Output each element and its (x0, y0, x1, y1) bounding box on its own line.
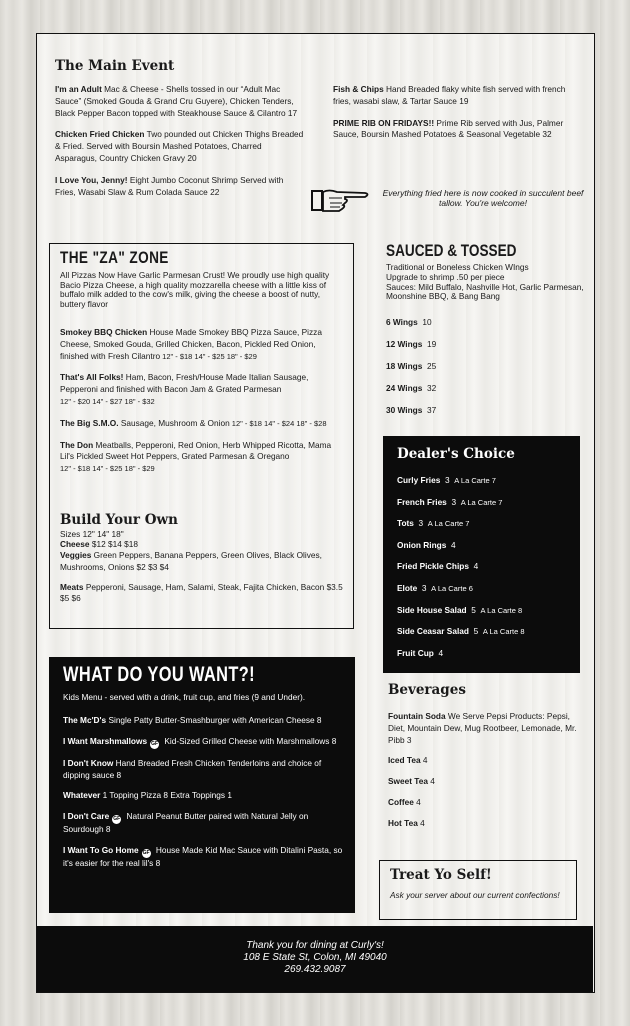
menu-item (63, 736, 345, 749)
kids-menu-section (49, 657, 355, 913)
sauced-line: Sauces: Mild Buffalo, Nashville Hot, Garlic Parmesan, Moonshine BBQ, & Bang Bang (386, 281, 584, 302)
item-desc: 4 (413, 796, 421, 807)
list-item (397, 583, 577, 605)
list-item (386, 383, 586, 405)
item-name: The Big S.M.O. (60, 417, 119, 428)
item-prices: 12" - $18 14" - $24 18" - $28 (229, 418, 327, 428)
item-name: Smokey BBQ Chicken (60, 327, 148, 337)
main-event-left-column (55, 84, 305, 208)
item-price: 4 (450, 539, 456, 550)
item-price: 3 (444, 475, 450, 485)
item-name: Side Ceasar Salad (397, 626, 469, 637)
build-your-own-title: Build Your Own (60, 512, 178, 528)
item-desc: Kid-Sized Grilled Cheese with Marshmallows 8 (162, 735, 337, 746)
beverages-title: Beverages (388, 682, 466, 698)
item-desc: 4 (420, 755, 428, 766)
gluten-free-icon: GF (151, 740, 159, 747)
item-price: 3 (421, 582, 427, 593)
menu-item (388, 776, 583, 788)
item-price: 4 (473, 561, 479, 572)
item-name: I Don't Care (63, 811, 110, 822)
list-item (397, 626, 577, 648)
menu-item (388, 797, 583, 809)
menu-item (60, 418, 345, 430)
item-price: 25 (426, 361, 437, 371)
gluten-free-icon: GF (113, 816, 121, 823)
item-price: 3 (451, 496, 457, 507)
item-name: Coffee (388, 796, 414, 807)
item-price: 37 (426, 405, 437, 415)
item-price: 5 (471, 604, 476, 615)
sides-list (397, 475, 577, 669)
list-item (397, 540, 577, 562)
item-desc: Pepperoni, Sausage, Ham, Salami, Steak, Fajita Chicken, Bacon $3.5 $5 $6 (60, 581, 343, 604)
item-extra: A La Carte 6 (431, 583, 473, 593)
treat-title: Treat Yo Self! (390, 867, 492, 883)
tallow-note: Everything fried here is now cooked in succulent beef tallow. You're welcome! (382, 188, 584, 208)
item-price: 4 (438, 647, 444, 658)
menu-item (333, 118, 583, 142)
treat-text: Ask your server about our current confections! (390, 890, 560, 900)
item-name: The Mc'D's (63, 715, 107, 725)
menu-item (63, 790, 345, 802)
item-name: Iced Tea (388, 755, 421, 766)
build-options (60, 550, 350, 613)
item-name: 30 Wings (386, 405, 423, 415)
item-name: Onion Rings (397, 539, 447, 550)
item-desc: Hand Breaded Fresh Chicken Tenderloins and choice of dipping sauce 8 (63, 757, 322, 780)
list-item (397, 648, 577, 670)
item-desc: Ham, Bacon, Fresh/House Made Italian Sausage, Pepperoni and finished with Bacon Jam & Grated Parmesan (60, 372, 309, 395)
item-name: Sweet Tea (388, 776, 428, 787)
item-name: 6 Wings (386, 317, 418, 327)
list-item (386, 405, 586, 427)
kids-menu-title: WHAT DO YOU WANT?! (63, 663, 256, 686)
treat-yo-self-section (379, 860, 577, 920)
item-name: I Want To Go Home (63, 844, 139, 855)
item-desc: Green Peppers, Banana Peppers, Green Olives, Black Olives, Mushrooms, Onions $2 $3 $4 (60, 550, 322, 572)
item-name: I'm an Adult (55, 84, 102, 94)
item-name: Tots (397, 518, 414, 529)
item-desc: Natural Peanut Butter paired with Natural Jelly on Sourdough 8 (63, 811, 309, 835)
cheese-line (60, 539, 138, 549)
item-desc: Two pounded out Chicken Thighs Breaded & Fried. Served with Boursin Mashed Potatoes, Charred Asparagus, Country Chicken Gravy 20 (55, 129, 304, 163)
item-name: The Don (60, 439, 94, 450)
kids-list (63, 715, 345, 879)
menu-item (63, 715, 345, 727)
item-name: Whatever (63, 790, 101, 801)
item-price: 3 (418, 518, 424, 529)
dealers-choice-title: Dealer's Choice (397, 446, 515, 462)
dealers-choice-section (383, 436, 580, 673)
list-item (397, 561, 577, 583)
item-name: 24 Wings (386, 383, 423, 393)
item-price: 5 (473, 626, 479, 637)
item-name: Fish & Chips (333, 84, 384, 94)
gluten-free-icon: GF (142, 849, 150, 856)
menu-item (60, 550, 350, 574)
item-name: Fountain Soda (388, 711, 446, 721)
item-prices: $12 $14 $18 (89, 539, 138, 549)
item-desc: Hand Breaded flaky white fish served with french fries, wasabi slaw, & Tartar Sauce 19 (333, 84, 566, 106)
list-item (386, 361, 586, 383)
item-extra: A La Carte 8 (482, 627, 525, 637)
item-name: Hot Tea (388, 817, 418, 828)
item-prices: 12" - $20 14" - $27 18" - $32 (60, 396, 155, 406)
item-name: Elote (397, 582, 418, 593)
item-extra: A La Carte 8 (480, 605, 523, 615)
build-sizes (60, 529, 138, 549)
menu-item (60, 327, 345, 362)
item-desc: Meatballs, Pepperoni, Red Onion, Herb Whipped Ricotta, Mama Lil's Pickled Sweet Hot Peppers, Grated Parmesan & Oregano (60, 439, 332, 462)
pointing-hand-icon (309, 185, 373, 215)
menu-item (55, 175, 305, 199)
item-extra: A La Carte 7 (454, 476, 496, 485)
menu-item (63, 758, 345, 782)
item-desc: Eight Jumbo Coconut Shrimp Served with Fries, Wasabi Slaw & Rum Colada Sauce 22 (55, 174, 284, 197)
main-event-title: The Main Event (55, 58, 175, 74)
footer (37, 926, 593, 992)
menu-item (60, 440, 345, 475)
item-price: 19 (426, 339, 437, 349)
za-zone-title: THE "ZA" ZONE (60, 248, 169, 267)
pizza-list (60, 327, 345, 485)
list-item (397, 518, 577, 540)
list-item (397, 497, 577, 519)
footer-address: 108 E State St, Colon, MI 49040 (243, 952, 387, 963)
item-desc: Prime Rib served with Jus, Palmer Sauce, Boursin Mashed Potatoes & Seasonal Vegetable 32 (333, 117, 564, 140)
item-extra: A La Carte 7 (460, 497, 503, 507)
sizes-label: Sizes 12" 14" 18" (60, 529, 124, 539)
item-name: 12 Wings (386, 339, 423, 349)
list-item (386, 317, 586, 339)
item-name: I Love You, Jenny! (55, 174, 128, 185)
item-name: Chicken Fried Chicken (55, 129, 145, 140)
menu-item (388, 755, 583, 767)
item-name: That's All Folks! (60, 372, 124, 383)
item-desc: 1 Topping Pizza 8 Extra Toppings 1 (100, 790, 232, 801)
menu-item (60, 582, 350, 606)
kids-menu-subtitle: Kids Menu - served with a drink, fruit cup, and fries (9 and Under). (63, 692, 306, 702)
item-name: Cheese (60, 539, 90, 549)
za-zone-intro: All Pizzas Now Have Garlic Parmesan Crust! We proudly use high quality Bacio Pizza Cheese, a high quality mozzarella cheese with a little kiss of buffalo milk added to the cow's milk, giving the cheese a boost of nutty, buttery flavor (60, 270, 330, 309)
menu-item (55, 129, 305, 164)
menu-board (36, 33, 595, 993)
sauced-line: Traditional or Boneless Chicken WIngs (386, 262, 529, 272)
item-desc: 4 (427, 776, 435, 787)
item-name: French Fries (397, 496, 447, 507)
wings-list (386, 317, 586, 427)
item-desc: House Made Kid Mac Sauce with Ditalini Pasta, so it's easier for the real lil's 8 (63, 844, 343, 868)
item-desc: 4 (417, 817, 425, 828)
footer-phone: 269.432.9087 (284, 964, 346, 975)
item-name: Meats (60, 581, 84, 592)
list-item (397, 605, 577, 627)
main-event-right-column (333, 84, 583, 151)
sauced-description (386, 263, 586, 302)
item-name: Curly Fries (397, 475, 441, 485)
menu-item (388, 711, 583, 746)
menu-item (333, 84, 583, 108)
item-desc: Sausage, Mushroom & Onion (118, 417, 230, 428)
item-name: Fried Pickle Chips (397, 561, 469, 572)
item-desc: We Serve Pepsi Products: Pepsi, Diet, Mountain Dew, Mug Rootbeer, Lemonade, Mr. Pibb 3 (388, 711, 577, 745)
item-price: 32 (426, 383, 437, 393)
item-name: 18 Wings (386, 361, 423, 371)
menu-item (63, 845, 345, 870)
menu-item (388, 818, 583, 830)
item-desc: Single Patty Butter-Smashburger with American Cheese 8 (106, 715, 322, 725)
za-zone-section (49, 243, 354, 629)
item-price: 10 (422, 317, 432, 327)
menu-item (63, 811, 345, 836)
item-desc: House Made Smokey BBQ Pizza Sauce, Pizza Cheese, Smoked Gouda, Grilled Chicken, Bacon, Pickled Red Onion, finished with Fresh Cilantro (60, 327, 322, 361)
list-item (397, 475, 577, 497)
item-name: Fruit Cup (397, 647, 434, 658)
item-name: PRIME RIB ON FRIDAYS!! (333, 117, 435, 128)
sauced-line: Upgrade to shrimp .50 per piece (386, 271, 505, 282)
item-desc: Mac & Cheese - Shells tossed in our “Adult Mac Sauce” (Smoked Gouda & Grand Cru Guyere), Chicken Tenders, Black Pepper Bacon topped with Steakhouse Sauce & Cilantro 17 (55, 84, 298, 118)
beverages-list (388, 711, 583, 839)
item-name: Side House Salad (397, 604, 467, 615)
sauced-title: SAUCED & TOSSED (386, 241, 517, 260)
item-name: I Don't Know (63, 757, 114, 768)
menu-item (55, 84, 305, 119)
item-name: I Want Marshmallows (63, 735, 148, 746)
item-prices: 12" - $18 14" - $25 18" - $29 (60, 464, 155, 474)
menu-item (60, 372, 345, 407)
item-extra: A La Carte 7 (427, 519, 470, 529)
item-prices: 12" - $18 14" - $25 18" - $29 (160, 351, 257, 361)
item-name: Veggies (60, 550, 92, 560)
footer-thanks: Thank you for dining at Curly's! (246, 940, 384, 951)
list-item (386, 339, 586, 361)
